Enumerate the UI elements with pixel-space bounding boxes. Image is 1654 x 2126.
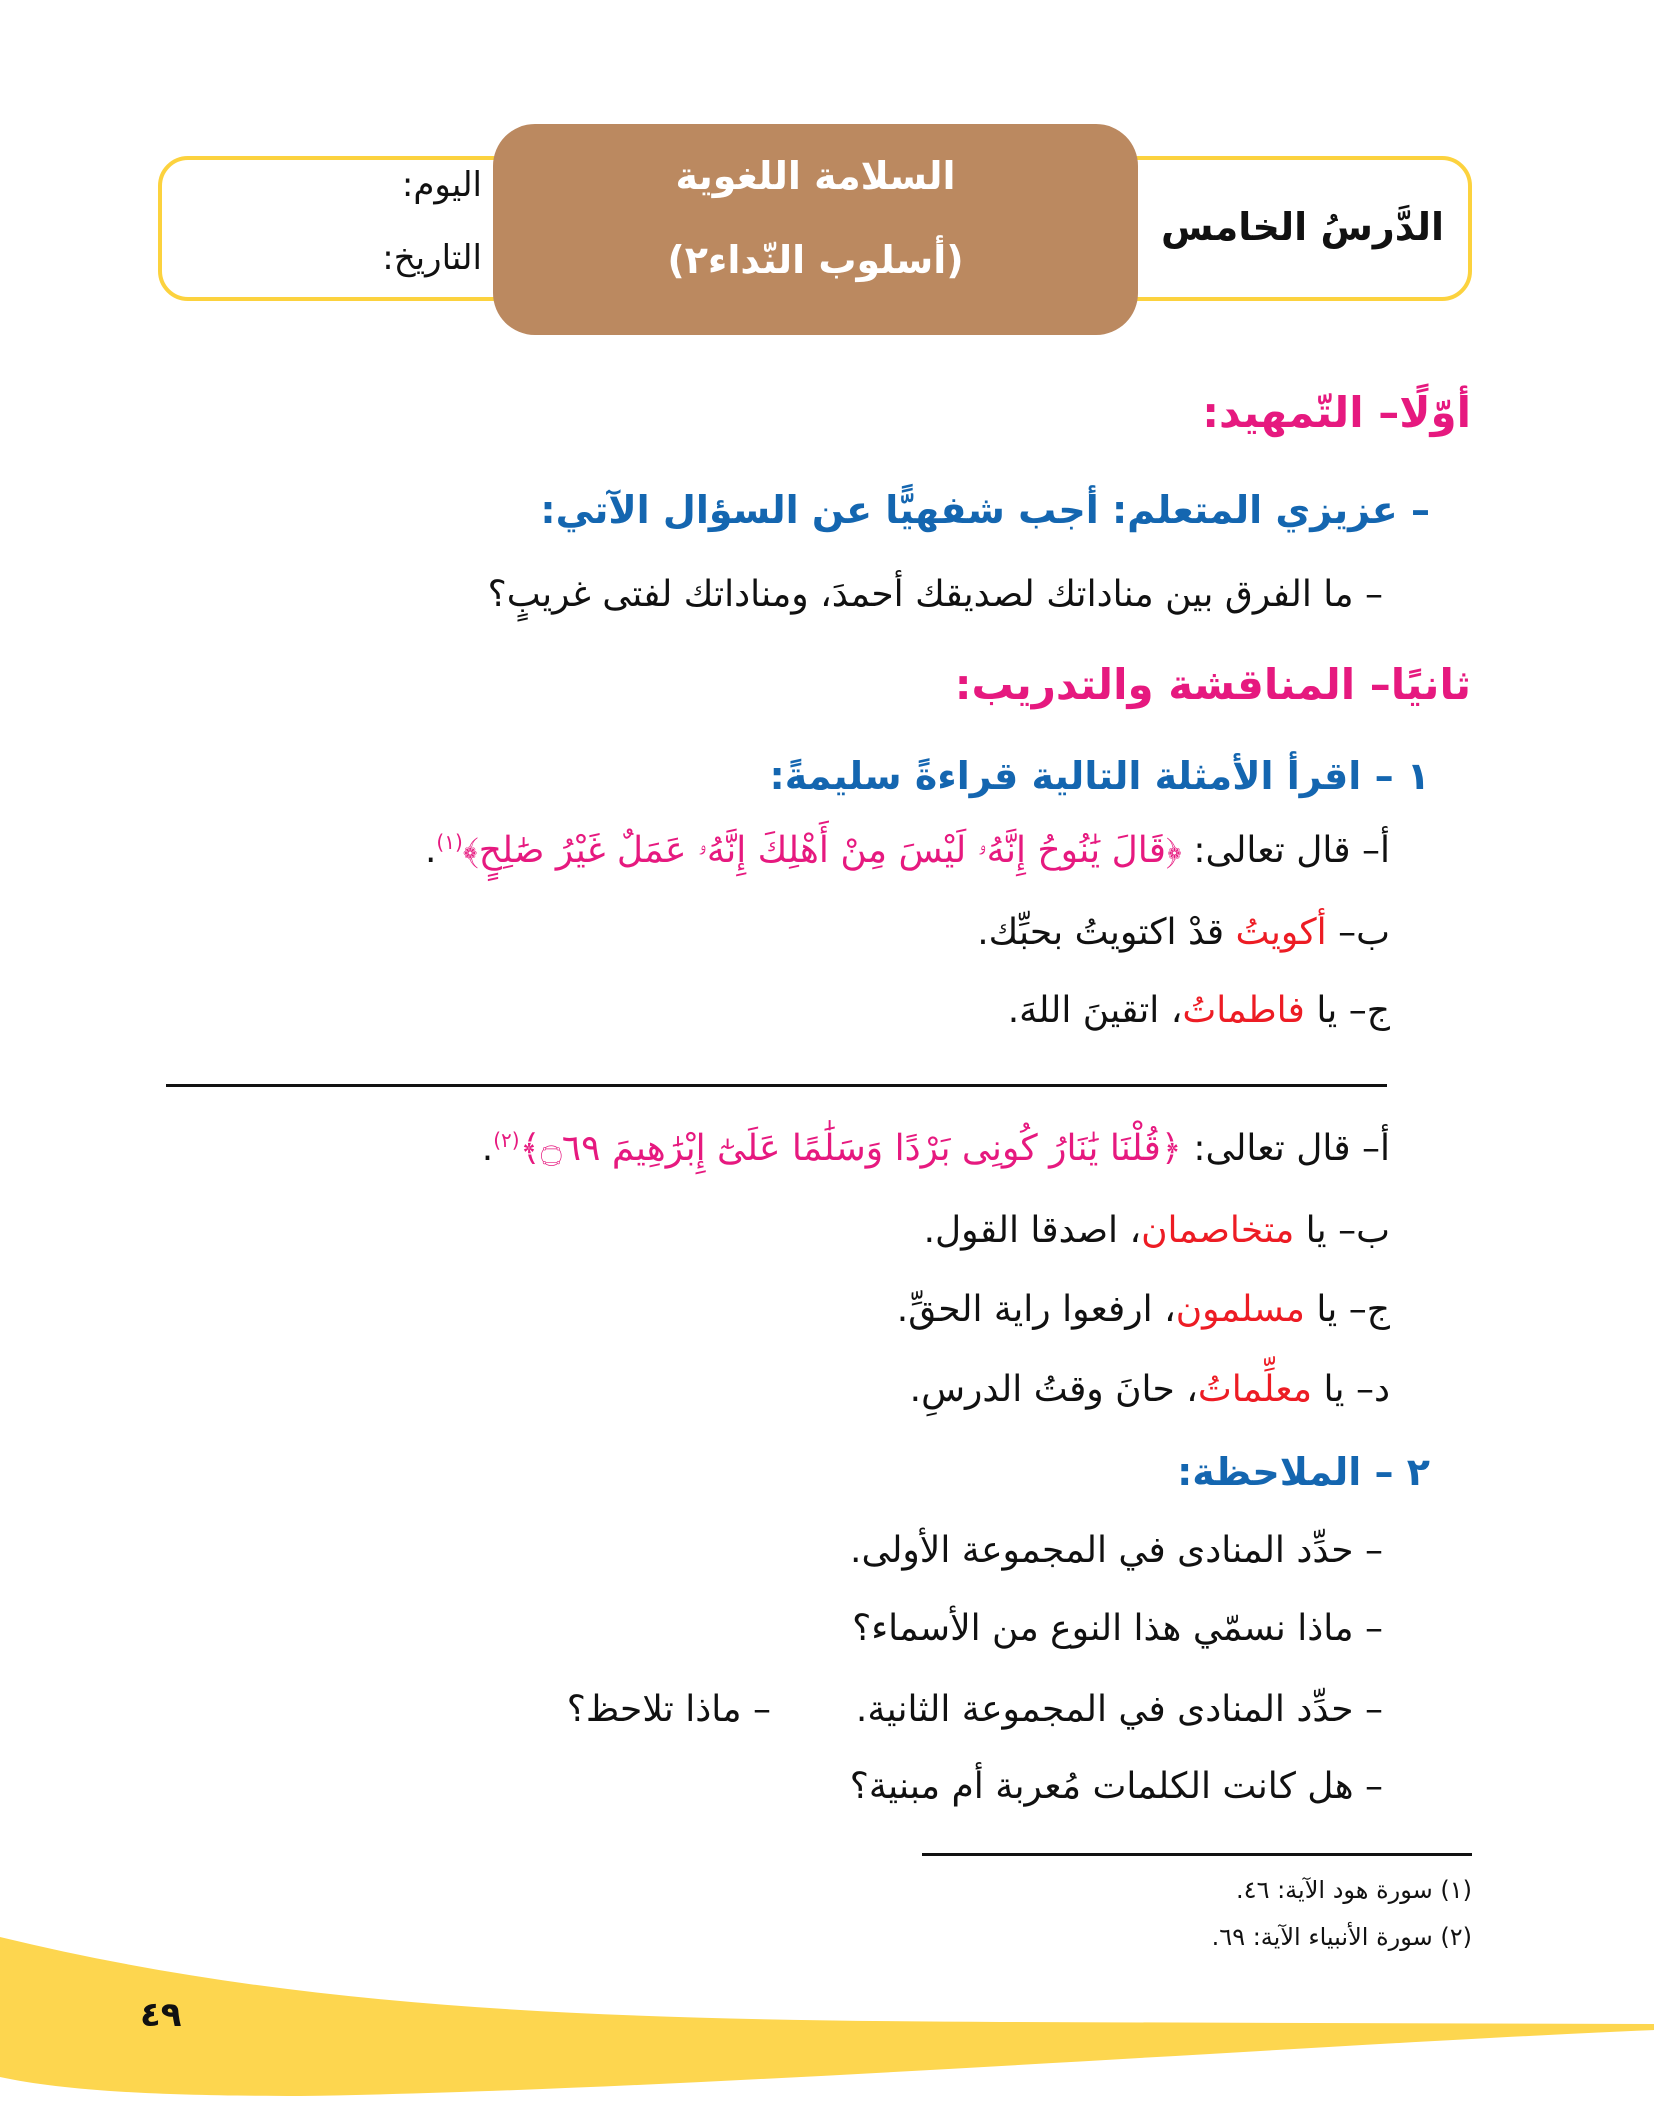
observation-item: – ماذا نسمّي هذا النوع من الأسماء؟ <box>852 1608 1383 1649</box>
observation-item: – حدِّد المنادى في المجموعة الثانية. <box>855 1689 1383 1730</box>
example-suffix: . <box>481 1128 494 1169</box>
example-suffix: ، اصدقا القول. <box>923 1210 1142 1251</box>
observation-item: – هل كانت الكلمات مُعربة أم مبنية؟ <box>849 1766 1383 1807</box>
observation-item: – حدِّد المنادى في المجموعة الأولى. <box>850 1530 1383 1571</box>
lesson-number: الدَّرسُ الخامس <box>1161 205 1444 249</box>
step1-heading: ١ – اقرأ الأمثلة التالية قراءةً سليمةً: <box>769 754 1430 798</box>
example-suffix: . <box>424 830 437 871</box>
footnote-ref: (٢) <box>493 1128 520 1152</box>
example-suffix: ، ارفعوا راية الحقِّ. <box>896 1289 1176 1330</box>
observation-extra: – ماذا تلاحظ؟ <box>566 1689 771 1730</box>
vocative-word: فاطماتُ <box>1182 990 1305 1031</box>
example-suffix: قدْ اكتويتُ بحبِّك. <box>977 912 1236 953</box>
example-prefix: د– يا <box>1312 1369 1390 1410</box>
section-discussion-heading: ثانيًا– المناقشة والتدريب: <box>954 660 1471 709</box>
footnote: (٢) سورة الأنبياء الآية: ٦٩. <box>1211 1923 1472 1951</box>
day-label: اليوم: <box>401 165 482 205</box>
example-prefix: ج– يا <box>1304 990 1390 1031</box>
intro-question: – ما الفرق بين مناداتك لصديقك أحمدَ، ومناداتك لفتى غريبٍ؟ <box>487 574 1383 615</box>
lesson-title: السلامة اللغوية <box>675 154 956 198</box>
vocative-word: معلِّماتُ <box>1197 1369 1313 1410</box>
lesson-subtitle: (أسلوب النّداء٢) <box>667 238 964 282</box>
example-prefix: أ– قال تعالى: <box>1181 830 1390 871</box>
quran-verse: ﴿قُلْنَا يَٰنَارُ كُونِى بَرْدًا وَسَلَٰمًا عَلَىٰٓ إِبْرَٰهِيمَ ۝٦٩﴾ <box>519 1128 1182 1169</box>
example-prefix: ب– يا <box>1294 1210 1390 1251</box>
page-number: ٤٩ <box>140 1995 182 2035</box>
date-label: التاريخ: <box>382 238 482 278</box>
vocative-word: متخاصمان <box>1141 1210 1295 1251</box>
footnote-ref: (١) <box>436 830 463 854</box>
intro-instruction: – عزيزي المتعلم: أجب شفهيًّا عن السؤال الآتي: <box>540 488 1430 532</box>
example-prefix: أ– قال تعالى: <box>1181 1128 1390 1169</box>
quran-verse: ﴿قَالَ يَٰنُوحُ إِنَّهُۥ لَيْسَ مِنْ أَهْلِكَ إِنَّهُۥ عَمَلٌ غَيْرُ صَٰلِحٍ﴾ <box>462 830 1182 871</box>
example-suffix: ، حانَ وقتُ الدرسِ. <box>909 1369 1198 1410</box>
step2-heading: ٢ – الملاحظة: <box>1177 1450 1430 1494</box>
vocative-word: أكويتُ <box>1235 912 1327 953</box>
example-suffix: ، اتقينَ اللهَ. <box>1007 990 1183 1031</box>
section-intro-heading: أوّلًا– التّمهيد: <box>1202 388 1471 437</box>
vocative-word: مسلمون <box>1175 1289 1305 1330</box>
footnote: (١) سورة هود الآية: ٤٦. <box>1236 1876 1472 1904</box>
example-prefix: ب– <box>1326 912 1390 953</box>
example-prefix: ج– يا <box>1304 1289 1390 1330</box>
